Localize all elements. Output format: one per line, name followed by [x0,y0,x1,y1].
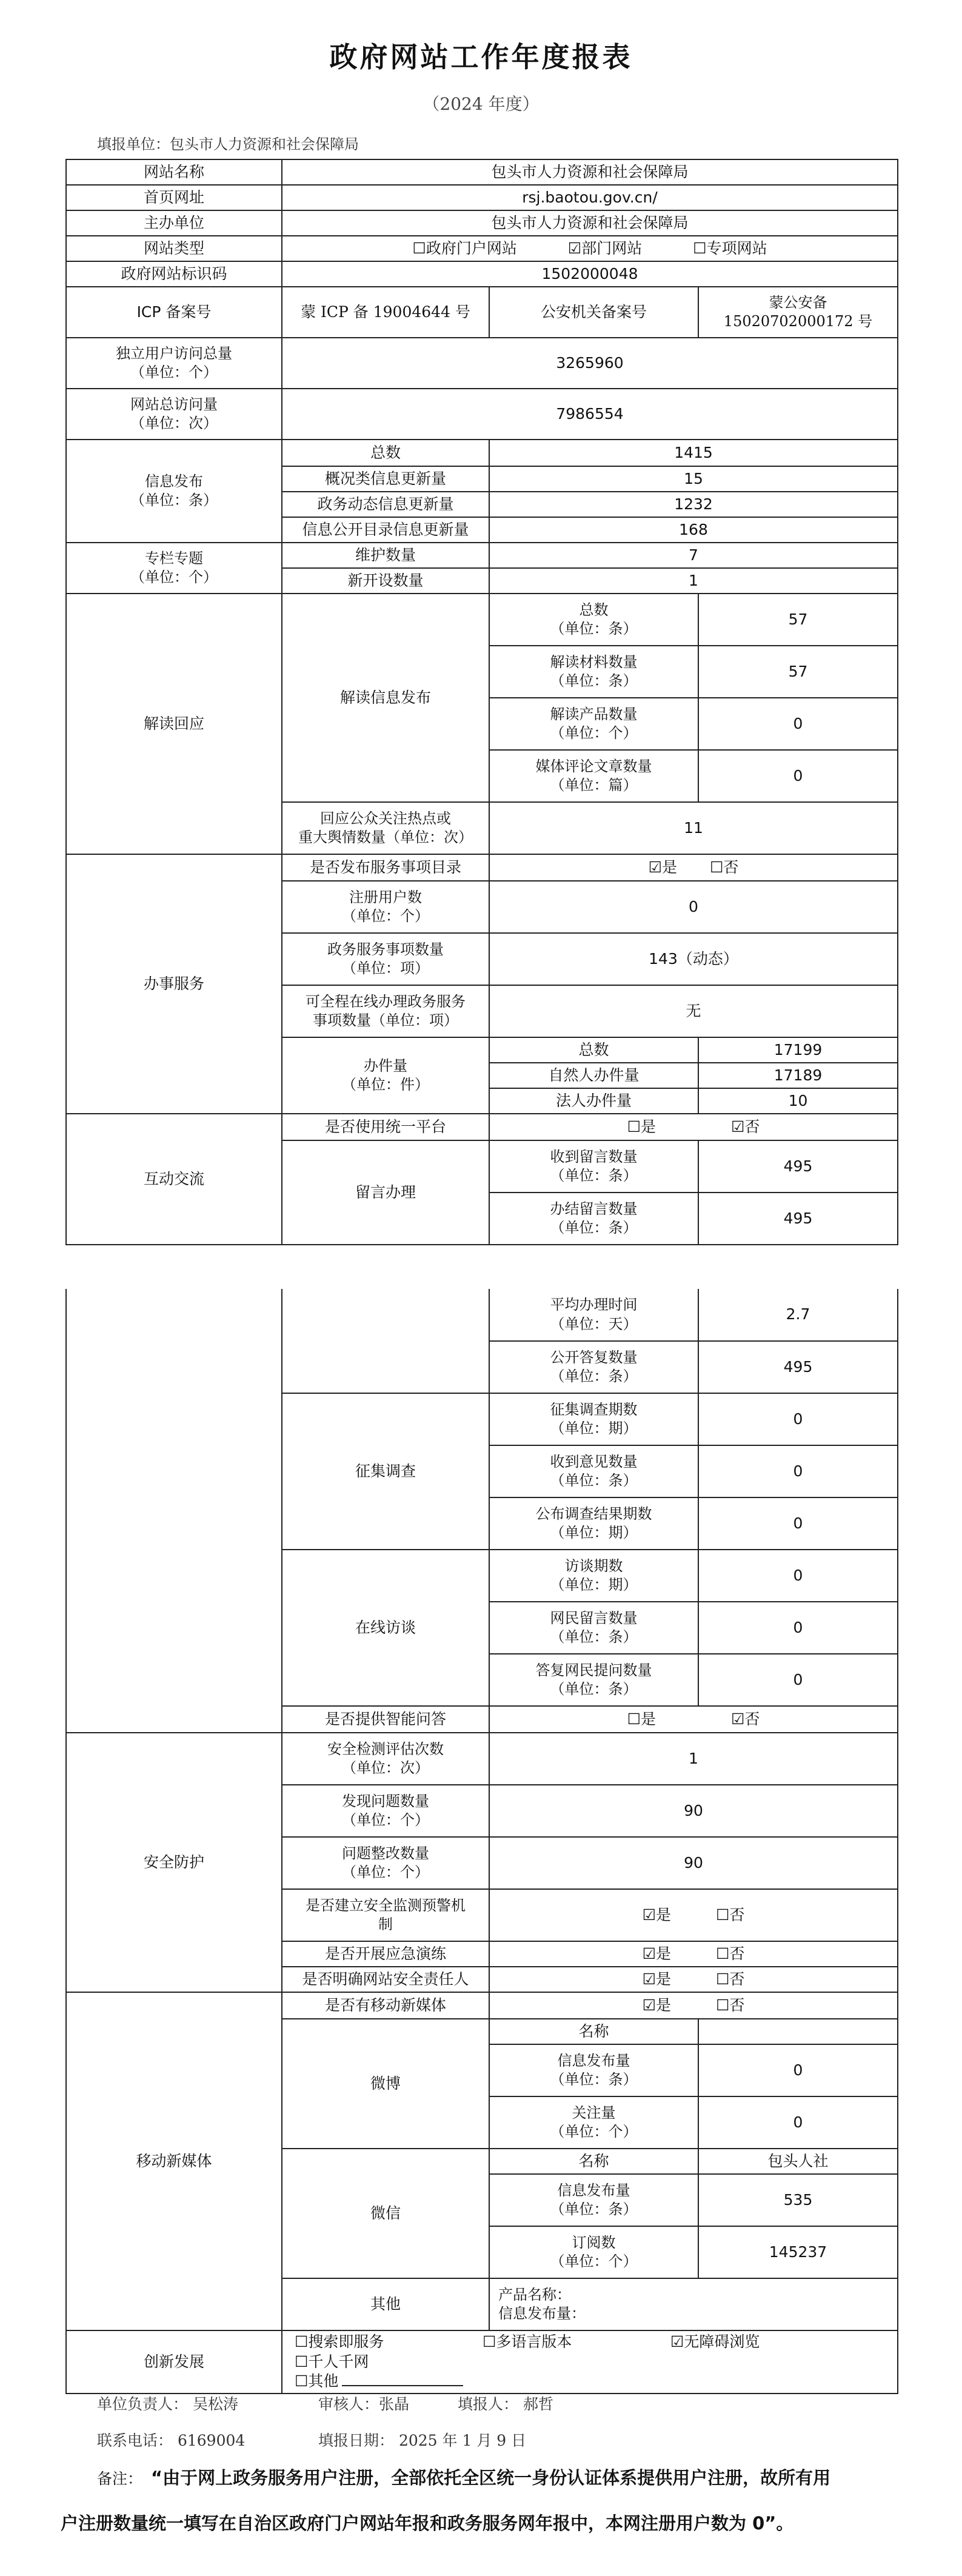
weibo-pub-value: 0 [698,2044,898,2096]
pv-value: 7986554 [282,389,898,440]
security-owner-label: 是否明确网站安全责任人 [282,1967,489,1992]
service-online-label: 可全程在线办理政务服务 事项数量（单位：项） [282,985,489,1037]
interaction-visit-label: 在线访谈 [282,1550,489,1706]
innov-search: ☐搜索即服务 [295,2333,384,2350]
security-owner-options [489,1967,898,1992]
interaction-done-value: 495 [698,1193,898,1245]
report-table-page-1 [65,159,898,1245]
visit-periods-value: 0 [698,1550,898,1602]
column-maintain-label: 维护数量 [282,543,489,568]
filing-unit: 填报单位：包头市人力资源和社会保障局 [97,136,359,153]
service-section-label: 办事服务 [66,854,282,1114]
interaction-recv-label: 收到留言数量 （单位：条） [489,1140,698,1193]
interaction-msg-label: 留言办理 [282,1140,489,1245]
security-found-value: 90 [489,1785,898,1837]
note-label: 备注： [97,2470,143,2487]
monitor-no: ☐否 [715,1905,745,1924]
service-catalog-label: 是否发布服务事项目录 [282,854,489,881]
info-catalog-label: 信息公开目录信息更新量 [282,517,489,543]
media-weibo-label: 微博 [282,2019,489,2149]
host-row [66,210,898,236]
service-natural-label: 自然人办件量 [489,1063,698,1088]
security-fixed-label: 问题整改数量 （单位：个） [282,1837,489,1889]
interaction-done-label: 办结留言数量 （单位：条） [489,1193,698,1245]
interpret-total-value: 57 [698,594,898,646]
home-url-row [66,185,898,210]
type-portal-checkbox: ☐政府门户网站 [412,239,517,257]
footer-note [61,2455,909,2547]
note-line-1: “由于网上政务服务用户注册，全部依托全区统一身份认证体系提供用户注册，故所有用 [151,2467,831,2488]
interpret-section-label: 解读回应 [66,594,282,854]
note-line-2: 户注册数量统一填写在自治区政府门户网站年报和政务服务网年报中，本网注册用户数为 0”。 [61,2513,794,2534]
interpret-media-value: 0 [698,750,898,802]
interaction-survey-label: 征集调查 [282,1393,489,1550]
home-url-value: rsj.baotou.gov.cn/ [282,185,898,210]
interaction-platform-options [489,1114,898,1140]
column-section-label: 专栏专题 （单位：个） [66,543,282,594]
weibo-name-label: 名称 [489,2019,698,2044]
security-drill-options [489,1941,898,1967]
platform-yes: ☐是 [627,1117,656,1136]
service-cases-total-value: 17199 [698,1037,898,1063]
innovation-section-label: 创新发展 [66,2330,282,2394]
interaction-avg-value: 2.7 [698,1289,898,1341]
column-new-value: 1 [489,568,898,594]
footer-reviewer: 审核人：张晶 [318,2395,410,2413]
interpret-respond-label: 回应公众关注热点或 重大舆情数量（单位：次） [282,802,489,854]
media-section-label: 移动新媒体 [66,1992,282,2330]
owner-yes: ☑是 [642,1970,672,1988]
pv-label: 网站总访问量 （单位：次） [66,389,282,440]
security-monitor-label: 是否建立安全监测预警机 制 [282,1889,489,1941]
info-total-value: 1415 [489,440,898,466]
interpret-sub-label: 解读信息发布 [282,594,489,802]
uv-label: 独立用户访问总量 （单位：个） [66,338,282,389]
service-catalog-no: ☐否 [709,858,739,876]
visit-answer-label: 答复网民提问数量 （单位：条） [489,1654,698,1706]
weibo-pub-label: 信息发布量 （单位：条） [489,2044,698,2096]
survey-opinions-label: 收到意见数量 （单位：条） [489,1445,698,1497]
media-other-label: 其他 [282,2278,489,2330]
ai-no: ☑否 [730,1710,760,1728]
media-wechat-label: 微信 [282,2149,489,2278]
innov-personal: ☐千人千网 [295,2352,369,2370]
icp-value: 蒙 ICP 备 19004644 号 [282,287,489,338]
interaction-avg-label: 平均办理时间 （单位：天） [489,1289,698,1341]
security-eval-value: 1 [489,1733,898,1785]
security-eval-label: 安全检测评估次数 （单位：次） [282,1733,489,1785]
security-section-label: 安全防护 [66,1733,282,1992]
weibo-follow-value: 0 [698,2096,898,2149]
interpret-respond-value: 11 [489,802,898,854]
icp-row [66,287,898,338]
service-catalog-options [489,854,898,881]
security-found-label: 发现问题数量 （单位：个） [282,1785,489,1837]
info-section-label: 信息发布 （单位：条） [66,440,282,543]
interpret-total-label: 总数 （单位：条） [489,594,698,646]
service-items-value: 143（动态） [489,933,898,985]
interaction-platform-label: 是否使用统一平台 [282,1114,489,1140]
interpret-product-value: 0 [698,698,898,750]
service-natural-value: 17189 [698,1063,898,1088]
interpret-material-label: 解读材料数量 （单位：条） [489,646,698,698]
survey-opinions-value: 0 [698,1445,898,1497]
column-maintain-value: 7 [489,543,898,568]
interaction-ai-label: 是否提供智能问答 [282,1706,489,1733]
security-fixed-value: 90 [489,1837,898,1889]
wechat-name-value: 包头人社 [698,2149,898,2174]
info-overview-value: 15 [489,466,898,492]
drill-yes: ☑是 [642,1944,672,1962]
ai-yes: ☐是 [627,1710,656,1728]
uv-value: 3265960 [282,338,898,389]
column-new-label: 新开设数量 [282,568,489,594]
site-type-row [66,236,898,261]
weibo-follow-label: 关注量 （单位：个） [489,2096,698,2149]
interaction-public-value: 495 [698,1341,898,1393]
footer-date: 填报日期： 2025 年 1 月 9 日 [318,2432,527,2449]
wechat-sub-value: 145237 [698,2226,898,2278]
wechat-sub-label: 订阅数 （单位：个） [489,2226,698,2278]
visit-periods-label: 访谈期数 （单位：期） [489,1550,698,1602]
footer-leader: 单位负责人： 吴松涛 [97,2395,238,2413]
info-dynamic-label: 政务动态信息更新量 [282,492,489,517]
footer-phone: 联系电话： 6169004 [97,2432,246,2449]
media-has-yes: ☑是 [642,1996,672,2014]
info-total-label: 总数 [282,440,489,466]
service-reg-label: 注册用户数 （单位：个） [282,881,489,933]
drill-no: ☐否 [715,1944,745,1962]
host-label: 主办单位 [66,210,282,236]
innov-accessible: ☑无障碍浏览 [670,2333,760,2350]
media-has-options [489,1992,898,2019]
innov-multilang: ☐多语言版本 [482,2333,572,2350]
media-has-no: ☐否 [715,1996,745,2014]
site-name-value: 包头市人力资源和社会保障局 [282,159,898,185]
weibo-name-value [698,2019,898,2044]
service-legal-value: 10 [698,1088,898,1114]
innov-other: ☐其他 [295,2372,339,2390]
visit-netizen-label: 网民留言数量 （单位：条） [489,1602,698,1654]
survey-results-label: 公布调查结果期数 （单位：期） [489,1497,698,1550]
visit-answer-value: 0 [698,1654,898,1706]
site-type-options [282,236,898,261]
interaction-ai-options [489,1706,898,1733]
interaction-msg-cont-blank [282,1289,489,1393]
owner-no: ☐否 [715,1970,745,1988]
interaction-recv-value: 495 [698,1140,898,1193]
home-url-label: 首页网址 [66,185,282,210]
interaction-section-label: 互动交流 [66,1114,282,1245]
site-code-label: 政府网站标识码 [66,261,282,287]
service-cases-total-label: 总数 [489,1037,698,1063]
media-other-value: 产品名称： 信息发布量： [489,2278,898,2330]
service-legal-label: 法人办件量 [489,1088,698,1114]
site-name-label: 网站名称 [66,159,282,185]
police-label: 公安机关备案号 [489,287,698,338]
footer-filler: 填报人： 郝哲 [458,2395,553,2413]
type-special-checkbox: ☐专项网站 [693,239,767,257]
service-cases-label: 办件量 （单位：件） [282,1037,489,1114]
interpret-material-value: 57 [698,646,898,698]
interpret-product-label: 解读产品数量 （单位：个） [489,698,698,750]
visit-netizen-value: 0 [698,1602,898,1654]
platform-no: ☑否 [730,1117,760,1136]
interpret-media-label: 媒体评论文章数量 （单位：篇） [489,750,698,802]
wechat-pub-label: 信息发布量 （单位：条） [489,2174,698,2226]
report-year: （2024 年度） [423,94,539,114]
site-type-label: 网站类型 [66,236,282,261]
media-has-label: 是否有移动新媒体 [282,1992,489,2019]
innovation-options [282,2330,898,2394]
wechat-name-label: 名称 [489,2149,698,2174]
page-title: 政府网站工作年度报表 [329,41,633,73]
info-catalog-value: 168 [489,517,898,543]
interaction-cont-blank [66,1289,282,1733]
site-name-row [66,159,898,185]
info-dynamic-value: 1232 [489,492,898,517]
service-reg-value: 0 [489,881,898,933]
service-catalog-yes: ☑是 [648,858,678,876]
police-value: 蒙公安备 15020702000172 号 [698,287,898,338]
survey-periods-value: 0 [698,1393,898,1445]
pv-row [66,389,898,440]
host-value: 包头市人力资源和社会保障局 [282,210,898,236]
info-overview-label: 概况类信息更新量 [282,466,489,492]
interaction-public-label: 公开答复数量 （单位：条） [489,1341,698,1393]
security-monitor-options [489,1889,898,1941]
report-table-page-2 [65,1289,898,2394]
survey-results-value: 0 [698,1497,898,1550]
monitor-yes: ☑是 [642,1905,672,1924]
site-code-value: 1502000048 [282,261,898,287]
icp-label: ICP 备案号 [66,287,282,338]
security-drill-label: 是否开展应急演练 [282,1941,489,1967]
survey-periods-label: 征集调查期数 （单位：期） [489,1393,698,1445]
type-dept-checkbox: ☑部门网站 [567,239,643,257]
wechat-pub-value: 535 [698,2174,898,2226]
service-online-value: 无 [489,985,898,1037]
uv-row [66,338,898,389]
site-code-row [66,261,898,287]
service-items-label: 政务服务事项数量 （单位：项） [282,933,489,985]
